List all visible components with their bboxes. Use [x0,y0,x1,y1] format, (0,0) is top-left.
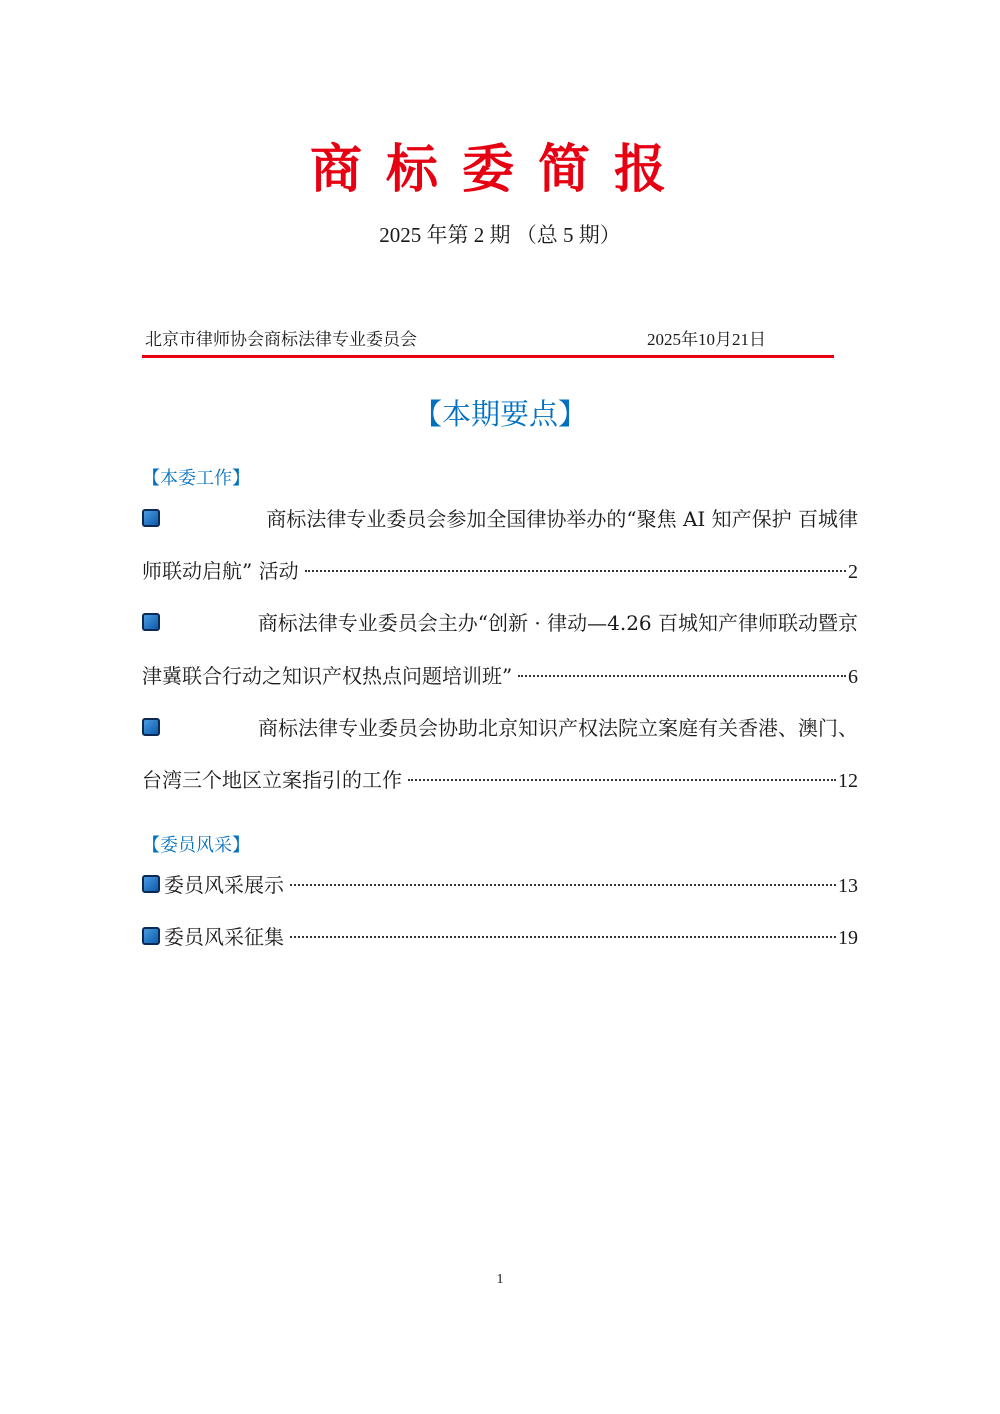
square-bullet-icon [142,718,160,736]
toc-page-number: 19 [838,927,858,949]
toc-entry-1-line2[interactable] [142,555,858,587]
toc-entry-text: 台湾三个地区立案指引的工作 [142,768,402,792]
masthead-title: 商标委简报 [309,140,690,200]
dot-leader [290,884,836,886]
toc-entry-1-line1[interactable] [142,503,858,535]
highlights-title: 【本期要点】 [412,397,587,431]
header-red-rule [142,355,834,358]
toc-entry-text: 商标法律专业委员会协助北京知识产权法院立案庭有关香港、澳门、 [258,716,858,740]
square-bullet-icon [142,613,160,631]
toc-entry-text: 商标法律专业委员会参加全国律协举办的“聚焦 AI 知产保护 百城律 [266,507,858,531]
toc-entry-2-line1[interactable] [142,607,858,639]
toc-entry-3-line1[interactable] [142,712,858,744]
header-line [145,327,833,357]
dot-leader [518,675,846,677]
footer-page-number: 1 [496,1272,504,1287]
section-heading-member-profiles: 【委员风采】 [142,835,250,856]
toc-entry-4[interactable] [142,869,858,901]
toc-entry-text: 委员风采展示 [164,873,284,897]
toc-page-number: 13 [838,875,858,897]
square-bullet-icon [142,927,160,945]
toc-page-number: 2 [848,561,858,583]
toc-page-number: 12 [838,770,858,792]
issue-number: 2025 年第 2 期 （总 5 期） [379,223,621,247]
dot-leader [408,779,836,781]
organization-name: 北京市律师协会商标法律专业委员会 [145,330,417,350]
toc-entry-5[interactable] [142,921,858,953]
toc-entry-text: 委员风采征集 [164,925,284,949]
toc-entry-2-line2[interactable] [142,660,858,692]
toc-page-number: 6 [848,666,858,688]
toc-entry-text: 师联动启航” 活动 [142,559,299,583]
dot-leader [290,936,836,938]
section-heading-committee-work: 【本委工作】 [142,468,250,489]
publication-date: 2025年10月21日 [647,330,766,349]
square-bullet-icon [142,875,160,893]
toc-entry-text: 津冀联合行动之知识产权热点问题培训班” [142,664,513,688]
toc-entry-text: 商标法律专业委员会主办“创新 · 律动—4.26 百城知产律师联动暨京 [257,611,858,635]
dot-leader [305,570,846,572]
toc-entry-3-line2[interactable] [142,764,858,796]
square-bullet-icon [142,509,160,527]
